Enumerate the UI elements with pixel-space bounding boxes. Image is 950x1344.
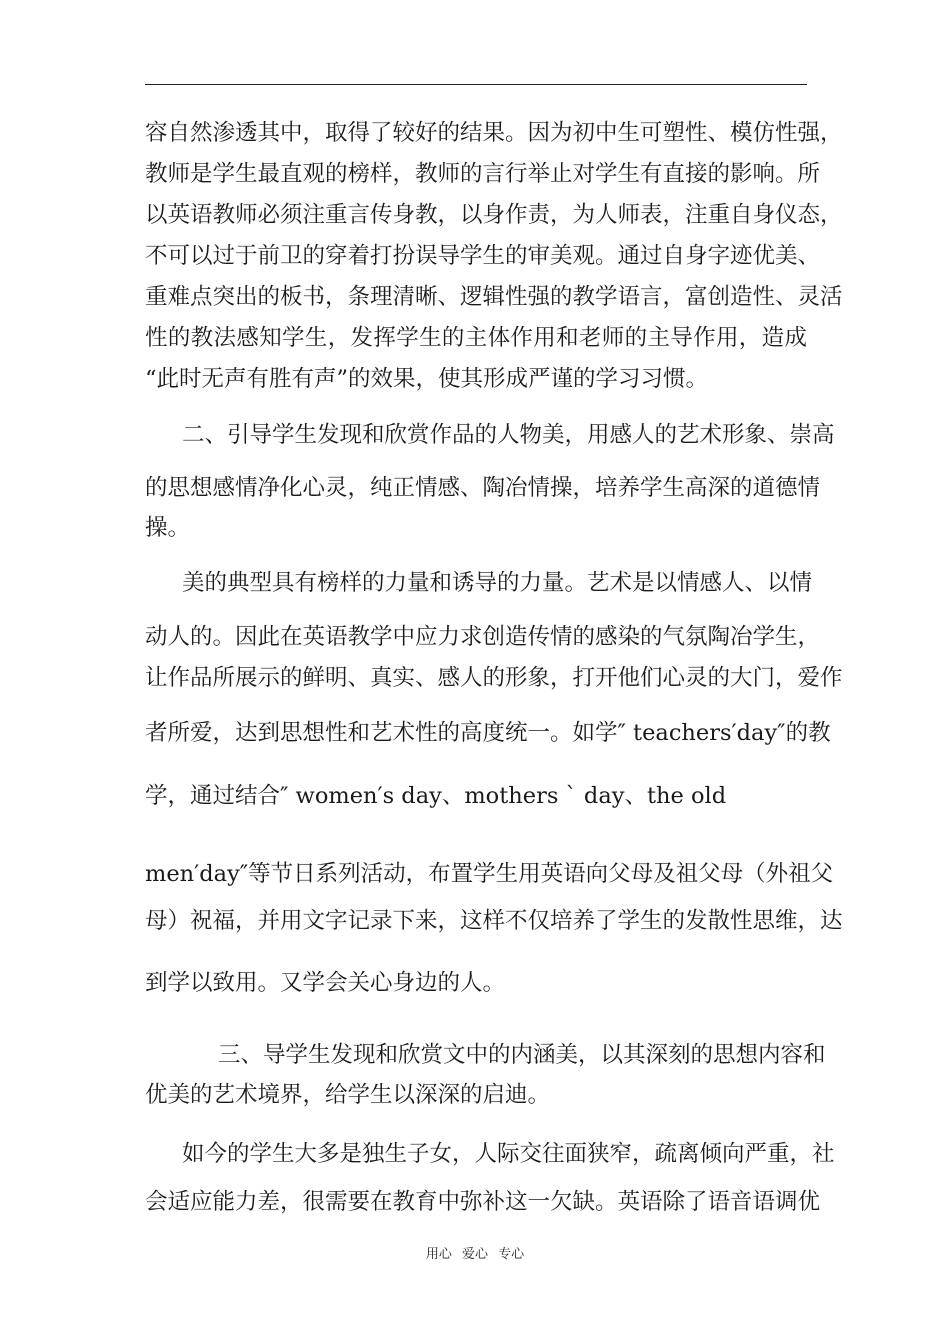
text-line-12: 动人的。因此在英语教学中应力求创造传情的感染的气氛陶冶学生， xyxy=(145,624,821,650)
text-line-21: 如今的学生大多是独生子女，人际交往面狭窄，疏离倾向严重，社 xyxy=(182,1141,835,1167)
text-line-17: 母）祝福，并用文字记录下来，这样不仅培养了学生的发散性思维，达 xyxy=(145,908,843,934)
text-line-11: 美的典型具有榜样的力量和诱导的力量。艺术是以情感人、以情 xyxy=(182,570,813,596)
header-rule xyxy=(145,84,807,85)
section-heading-2-line-1: 二、引导学生发现和欣赏作品的人物美，用感人的艺术形象、崇高 xyxy=(182,422,835,448)
text-line-5: 重难点突出的板书，条理清晰、逻辑性强的教学语言，富创造性、灵活 xyxy=(145,284,843,310)
section-heading-3-line-2: 优美的艺术境界，给学生以深深的启迪。 xyxy=(145,1082,551,1108)
text-line-2: 教师是学生最直观的榜样，教师的言行举止对学生有直接的影响。所 xyxy=(145,161,821,187)
text-line-3: 以英语教师必须注重言传身教，以身作责，为人师表，注重自身仪态， xyxy=(145,202,843,228)
text-line-18: 到学以致用。又学会关心身边的人。 xyxy=(145,970,506,996)
text-line-15: 学，通过结合″ women′s day、mothers ˋ day、the old xyxy=(145,783,727,809)
text-line-14: 者所爱，达到思想性和艺术性的高度统一。如学″ teachers′day″的教 xyxy=(145,720,831,746)
section-heading-2-line-3: 操。 xyxy=(145,515,191,541)
page-footer: 用心 爱心 专心 xyxy=(425,1247,525,1262)
text-line-6: 性的教法感知学生，发挥学生的主体作用和老师的主导作用，造成 xyxy=(145,325,807,351)
section-heading-2-line-2: 的思想感情净化心灵，纯正情感、陶冶情操，培养学生高深的道德情 xyxy=(145,475,821,501)
text-line-16: men′day″等节日系列活动，布置学生用英语向父母及祖父母（外祖父 xyxy=(145,861,834,887)
text-line-4: 不可以过于前卫的穿着打扮误导学生的审美观。通过自身字迹优美、 xyxy=(145,243,821,269)
section-heading-3-line-1: 三、导学生发现和欣赏文中的内涵美，以其深刻的思想内容和 xyxy=(218,1042,826,1068)
text-line-13: 让作品所展示的鲜明、真实、感人的形象，打开他们心灵的大门，爱作 xyxy=(145,665,843,691)
text-line-22: 会适应能力差，很需要在教育中弥补这一欠缺。英语除了语音语调优 xyxy=(145,1189,821,1215)
text-line-1: 容自然渗透其中，取得了较好的结果。因为初中生可塑性、模仿性强， xyxy=(145,120,843,146)
text-line-7: “此时无声有胜有声”的效果，使其形成严谨的学习习惯。 xyxy=(145,366,709,392)
